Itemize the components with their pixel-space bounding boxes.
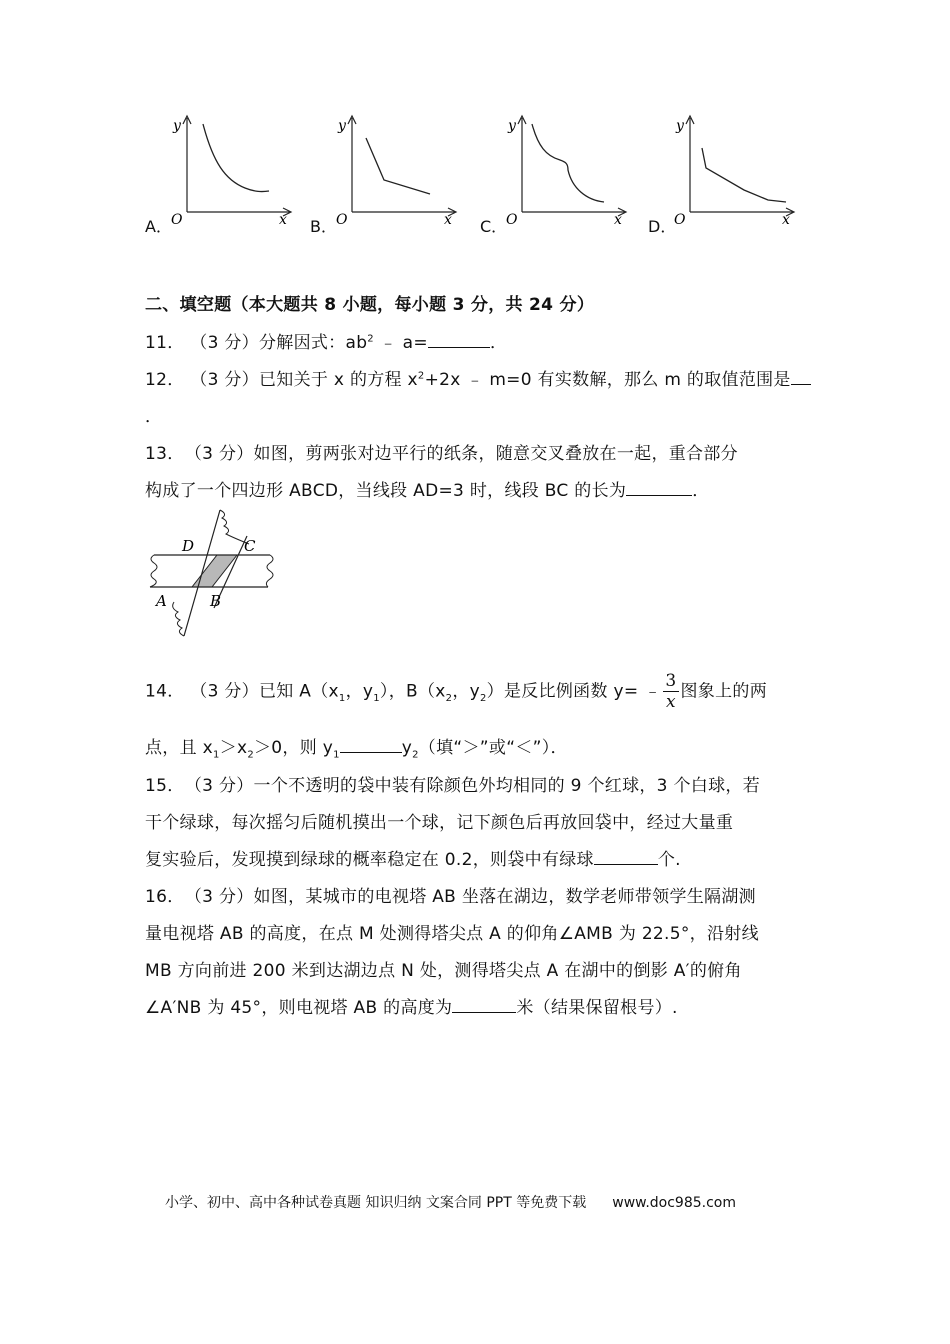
q14-mid-3: ，y — [452, 681, 480, 702]
q14-mid-1: ，y — [345, 681, 374, 702]
q11-post: ﹣ a= — [373, 333, 428, 353]
x-axis-label: x — [444, 212, 452, 227]
y-axis-label: y — [676, 118, 684, 134]
q14-l2-sub-1: 1 — [212, 749, 220, 761]
question-11 — [145, 328, 507, 353]
q14-sub-2: 1 — [373, 692, 380, 704]
y-axis-label: y — [338, 118, 346, 134]
q13-label-b: B — [210, 592, 222, 610]
q12-exponent: 2 — [417, 370, 425, 382]
option-graph-c — [480, 112, 630, 237]
q14-l2-sub-4: 2 — [412, 749, 419, 761]
option-label-c: C． — [480, 217, 508, 236]
q13-tail: ． — [692, 481, 710, 501]
graph-a-svg — [165, 112, 295, 227]
origin-label: O — [506, 212, 518, 227]
footer-url[interactable]: www.doc985.com — [612, 1195, 736, 1211]
q16-tail: 米（结果保留根号）. — [516, 998, 678, 1018]
origin-label: O — [171, 212, 183, 227]
q15-line3-text: 复实验后，发现摸到绿球的概率稳定在 0.2，则袋中有绿球 — [145, 850, 594, 870]
q14-sub-3: 2 — [445, 692, 453, 704]
graph-b-svg — [330, 112, 460, 227]
question-14 — [145, 671, 767, 712]
q14-fraction-denominator: x — [665, 692, 676, 712]
q12-continuation: ． — [145, 407, 163, 427]
q15-line2: 干个绿球，每次摇匀后随机摸出一个球，记下颜色后再放回袋中，经过大量重 — [145, 813, 734, 833]
q14-l2-d: y — [401, 738, 413, 758]
q11-exponent: 2 — [367, 333, 374, 345]
x-axis-label: x — [614, 212, 622, 227]
q13-line1: 13． （3 分）如图，剪两张对边平行的纸条，随意交叉叠放在一起，重合部分 — [145, 444, 738, 464]
q14-mid-2: ），B（x — [379, 681, 446, 702]
q14-pre: （3 分）已知 A（x — [190, 681, 339, 702]
q15-line3 — [145, 845, 681, 870]
q13-label-a: A — [156, 592, 167, 610]
q14-post: 图象上的两 — [680, 681, 767, 702]
q16-line1: 16． （3 分）如图，某城市的电视塔 AB 坐落在湖边，数学老师带领学生隔湖测 — [145, 887, 756, 907]
y-axis-label: y — [173, 118, 181, 134]
x-axis-label: x — [782, 212, 790, 227]
q14-fraction-numerator: 3 — [665, 671, 677, 691]
option-graph-a — [145, 112, 295, 237]
option-label-a: A． — [145, 217, 172, 236]
q14-l2-sub-3: 1 — [333, 749, 340, 761]
q16-answer-blank — [452, 1012, 516, 1013]
q14-l2-a: 点，且 x — [145, 738, 213, 758]
q16-line3: MB 方向前进 200 米到达湖边点 N 处，测得塔尖点 A 在湖中的倒影 A′的俯角 — [145, 961, 742, 981]
q14-number: 14． — [145, 681, 185, 702]
q13-answer-blank — [626, 495, 692, 496]
q16-line2: 量电视塔 AB 的高度，在点 M 处测得塔尖点 A 的仰角∠AMB 为 22.5°，沿射线 — [145, 924, 759, 944]
y-axis-label: y — [508, 118, 516, 134]
q14-l2-c: ＞0，则 y — [253, 738, 334, 758]
q14-l2-e: （填“＞”或“＜”）． — [418, 738, 568, 758]
q12-pre: （3 分）已知关于 x 的方程 x — [190, 370, 418, 390]
option-graph-b — [310, 112, 460, 237]
q14-answer-blank — [340, 752, 402, 753]
footer-text: 小学、初中、高中各种试卷真题 知识归纳 文案合同 PPT 等免费下载 — [165, 1195, 587, 1211]
q11-pre: （3 分）分解因式：ab — [190, 333, 368, 353]
q13-label-d: D — [182, 537, 195, 555]
q13-label-c: C — [244, 537, 256, 555]
q15-line1: 15． （3 分）一个不透明的袋中装有除颜色外均相同的 9 个红球，3 个白球，若 — [145, 776, 760, 796]
q14-fraction — [663, 671, 678, 712]
origin-label: O — [336, 212, 348, 227]
q13-line2 — [145, 476, 710, 501]
q11-tail: ． — [489, 333, 508, 353]
graph-c-svg — [500, 112, 630, 227]
option-label-d: D． — [648, 217, 677, 236]
q14-mid-4: ）是反比例函数 y= ﹣ — [486, 681, 662, 702]
section-title: 二、填空题（本大题共 8 小题，每小题 3 分，共 24 分） — [145, 295, 595, 315]
q12-number: 12． — [145, 370, 185, 390]
q12-answer-blank — [791, 384, 811, 385]
option-label-b: B． — [310, 217, 337, 236]
q13-line2-text: 构成了一个四边形 ABCD，当线段 AD=3 时，线段 BC 的长为 — [145, 481, 627, 501]
origin-label: O — [674, 212, 686, 227]
q12-post: +2x ﹣ m=0 有实数解，那么 m 的取值范围是 — [424, 370, 791, 390]
q14-line2 — [145, 733, 568, 760]
option-graph-d — [648, 112, 798, 237]
q11-answer-blank — [428, 347, 490, 348]
question-12 — [145, 365, 811, 390]
q14-sub-4: 2 — [479, 692, 487, 704]
q16-line4 — [145, 993, 678, 1018]
q15-answer-blank — [594, 864, 658, 865]
q14-l2-sub-2: 2 — [247, 749, 254, 761]
page-footer — [165, 1192, 736, 1212]
q13-figure — [142, 508, 282, 640]
x-axis-label: x — [279, 212, 287, 227]
q15-tail: 个. — [657, 850, 681, 870]
q14-sub-1: 1 — [338, 692, 346, 704]
graph-d-svg — [668, 112, 798, 227]
q14-l2-b: ＞x — [219, 738, 248, 758]
q16-line4-text: ∠A′NB 为 45°，则电视塔 AB 的高度为 — [145, 998, 453, 1018]
q11-number: 11． — [145, 333, 185, 353]
